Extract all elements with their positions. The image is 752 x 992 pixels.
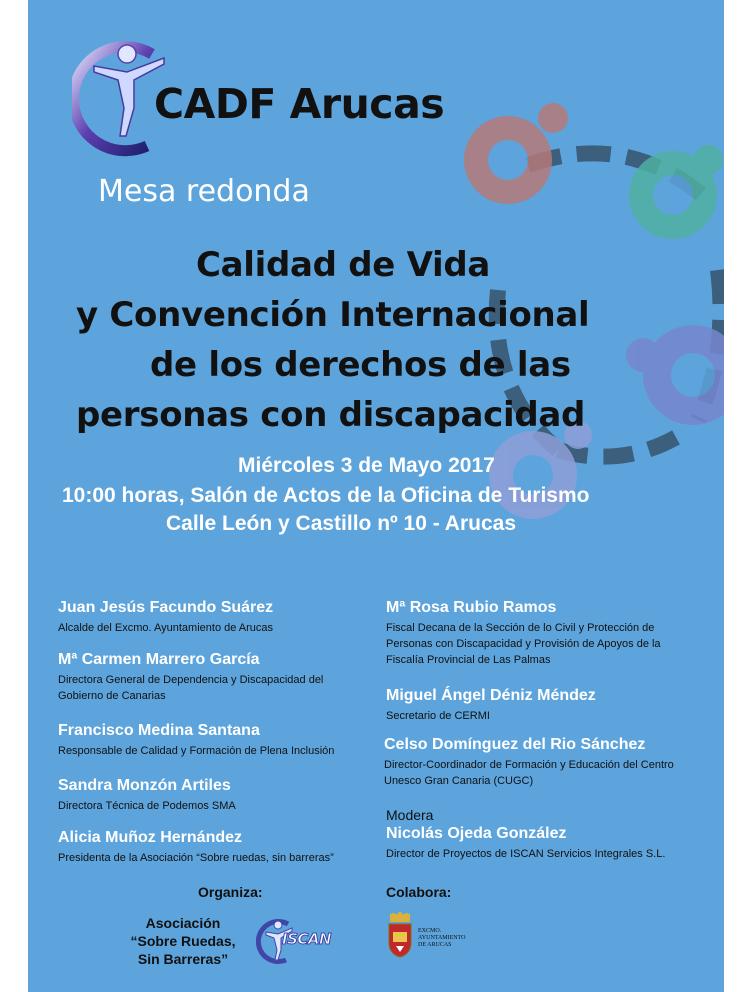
participant — [58, 721, 378, 759]
participant-role: Responsable de Calidad y Formación de Plena Inclusión — [58, 745, 335, 757]
event-title-line-3: de los derechos de las — [150, 345, 571, 385]
participant-role: Director-Coordinador de Formación y Educación del Centro Unesco Gran Canaria (CUGC) — [384, 759, 674, 787]
participant-role: Presidenta de la Asociación “Sobre ruedas, sin barreras” — [58, 852, 334, 864]
participant-role: Directora Técnica de Podemos SMA — [58, 800, 236, 812]
organiza-label: Organiza: — [198, 884, 263, 900]
participant-role: Fiscal Decana de la Sección de lo Civil y Protección de Personas con Discapacidad y Provisión de Apoyos de la Fiscalía Provincial de Las Palmas — [386, 622, 661, 666]
participant-name: Miguel Ángel Déniz Méndez — [386, 687, 596, 704]
participant-role: Alcalde del Excmo. Ayuntamiento de Arucas — [58, 622, 274, 634]
participant — [58, 828, 388, 866]
moderator-name: Nicolás Ojeda González — [386, 825, 567, 842]
event-title-line-1: Calidad de Vida — [196, 245, 491, 285]
participant-name: Juan Jesús Facundo Suárez — [58, 599, 274, 616]
poster — [28, 0, 724, 992]
participant-name: Alicia Muñoz Hernández — [58, 829, 243, 846]
iscan-logo-text: ISCAN — [282, 930, 332, 948]
ayuntamiento-line: AYUNTAMIENTO — [418, 935, 466, 941]
ayuntamiento-line: EXCMO. — [418, 928, 442, 934]
brand-name: CADF Arucas — [154, 80, 445, 128]
arucas-crest-icon — [386, 912, 414, 958]
organizer-name — [118, 914, 248, 968]
participant-name: Celso Domínguez del Rio Sánchez — [384, 736, 646, 753]
participant-role: Directora General de Dependencia y Discapacidad del Gobierno de Canarias — [58, 674, 324, 702]
participant-name: Francisco Medina Santana — [58, 722, 260, 739]
participant-role: Secretario de CERMI — [386, 710, 490, 722]
iscan-logo — [256, 916, 338, 966]
ayuntamiento-text — [418, 928, 466, 949]
organizer-line: “Sobre Ruedas, — [130, 933, 236, 949]
ayuntamiento-line: DE ARUCAS — [418, 942, 452, 948]
event-title-line-2: y Convención Internacional — [76, 295, 590, 335]
participant — [58, 598, 358, 636]
participant-name: Sandra Monzón Artiles — [58, 777, 231, 794]
participant — [386, 686, 696, 724]
participant — [384, 735, 696, 789]
organizer-line: Asociación — [145, 915, 221, 931]
participant-name: Mª Carmen Marrero García — [58, 651, 260, 668]
event-address: Calle León y Castillo nº 10 - Arucas — [166, 512, 516, 535]
event-date: Miércoles 3 de Mayo 2017 — [238, 454, 495, 477]
moderator-role: Director de Proyectos de ISCAN Servicios Integrales S.L. — [386, 848, 666, 860]
organizer-line: Sin Barreras” — [137, 951, 229, 967]
colabora-label: Colabora: — [386, 884, 452, 900]
participant — [386, 598, 696, 668]
participant-name: Mª Rosa Rubio Ramos — [386, 599, 557, 616]
moderator-label: Modera — [386, 807, 434, 823]
ayuntamiento-logo — [386, 912, 496, 962]
event-time-place: 10:00 horas, Salón de Actos de la Oficina de Turismo — [62, 484, 590, 507]
participant — [58, 650, 348, 704]
event-type: Mesa redonda — [98, 174, 310, 209]
moderator — [386, 806, 696, 862]
event-title-line-4: personas con discapacidad — [76, 395, 586, 435]
participant — [58, 776, 358, 814]
